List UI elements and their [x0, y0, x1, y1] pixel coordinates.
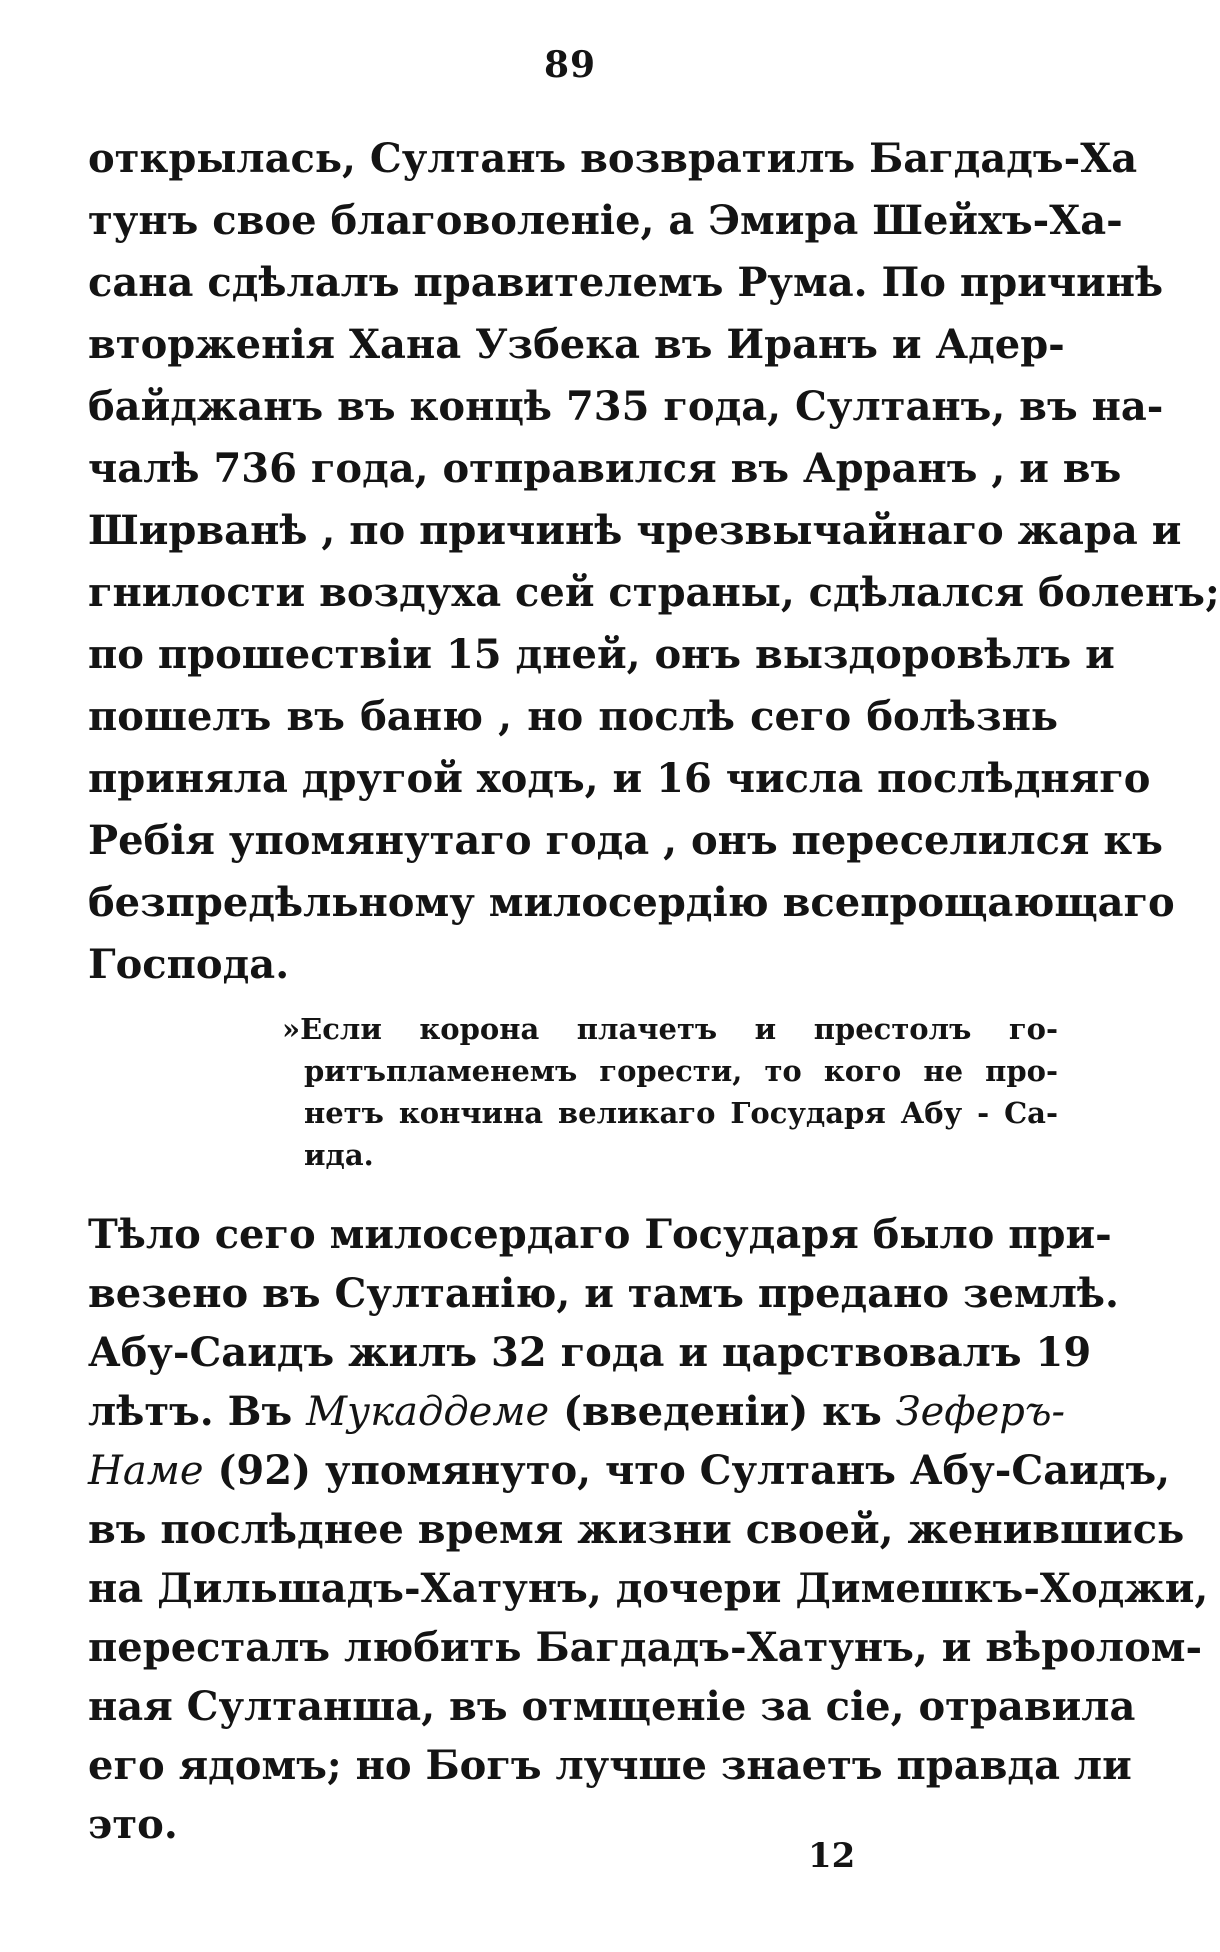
text-line: гнилости воздуха сей страны, сдѣлался боленъ;	[88, 569, 1220, 616]
quote-line: ритъпламенемъ горести, то кого не про-	[304, 1054, 1058, 1088]
text-line	[88, 1441, 1171, 1500]
text-line: Ширванѣ , по причинѣ чрезвычайнаго жара и	[88, 507, 1182, 554]
italic-term: Зеферъ-	[895, 1389, 1066, 1435]
text-line: это.	[88, 1801, 178, 1848]
paragraph-2	[88, 1205, 1209, 1854]
text-line: Ребія упомянутаго года , онъ переселился къ	[88, 817, 1163, 864]
italic-term: Наме	[88, 1448, 204, 1494]
text-line: байджанъ въ концѣ 735 года, Султанъ, въ на-	[88, 383, 1164, 430]
text-line: на Дильшадъ-Хатунъ, дочери Димешкъ-Ходжи,	[88, 1565, 1209, 1612]
page-number: 89	[543, 44, 597, 86]
text-segment: (введеніи) къ	[549, 1388, 896, 1435]
text-line: его ядомъ; но Богъ лучше знаетъ правда ли	[88, 1742, 1132, 1789]
quote-line: нетъ кончина великаго Государя Абу - Са-	[304, 1096, 1058, 1130]
text-line: безпредѣльному милосердію всепрощающаго	[88, 879, 1175, 926]
paragraph-1	[88, 128, 1220, 996]
text-line: въ послѣднее время жизни своей, женившись	[88, 1506, 1185, 1553]
verse-quote	[282, 1008, 1058, 1176]
text-line: сана сдѣлалъ правителемъ Рума. По причинѣ	[88, 259, 1164, 306]
text-line: ная Султанша, въ отмщеніе за сіе, отравила	[88, 1683, 1136, 1730]
text-line: по прошествіи 15 дней, онъ выздоровѣлъ и	[88, 631, 1115, 678]
text-segment: лѣтъ. Въ	[88, 1388, 307, 1435]
text-line: чалѣ 736 года, отправился въ Арранъ , и въ	[88, 445, 1122, 492]
quote-line: ида.	[304, 1138, 374, 1172]
text-line: приняла другой ходъ, и 16 числа послѣдняго	[88, 755, 1151, 802]
text-line: вторженія Хана Узбека въ Иранъ и Адер-	[88, 321, 1065, 368]
text-line: открылась, Султанъ возвратилъ Багдадъ-Ха	[88, 135, 1138, 182]
text-line: Тѣло сего милосердаго Государя было при-	[88, 1211, 1112, 1258]
text-line: Абу-Саидъ жилъ 32 года и царствовалъ 19	[88, 1329, 1092, 1376]
text-line: тунъ свое благоволеніе, а Эмира Шейхъ-Ха-	[88, 197, 1123, 244]
italic-term: Мукаддеме	[306, 1389, 550, 1435]
text-line: пересталъ любить Багдадъ-Хатунъ, и вѣролом-	[88, 1624, 1203, 1671]
text-line: пошелъ въ баню , но послѣ сего болѣзнь	[88, 693, 1058, 740]
signature-mark: 12	[808, 1836, 856, 1876]
text-segment: упомянуто, что Султанъ Абу-Саидъ,	[311, 1447, 1171, 1494]
quote-line: »Если корона плачетъ и престолъ го-	[282, 1012, 1058, 1046]
text-line	[88, 1382, 1066, 1441]
footnote-reference: (92)	[203, 1447, 312, 1494]
text-line: Господа.	[88, 941, 290, 988]
text-line: везено въ Султанію, и тамъ предано землѣ.	[88, 1270, 1119, 1317]
